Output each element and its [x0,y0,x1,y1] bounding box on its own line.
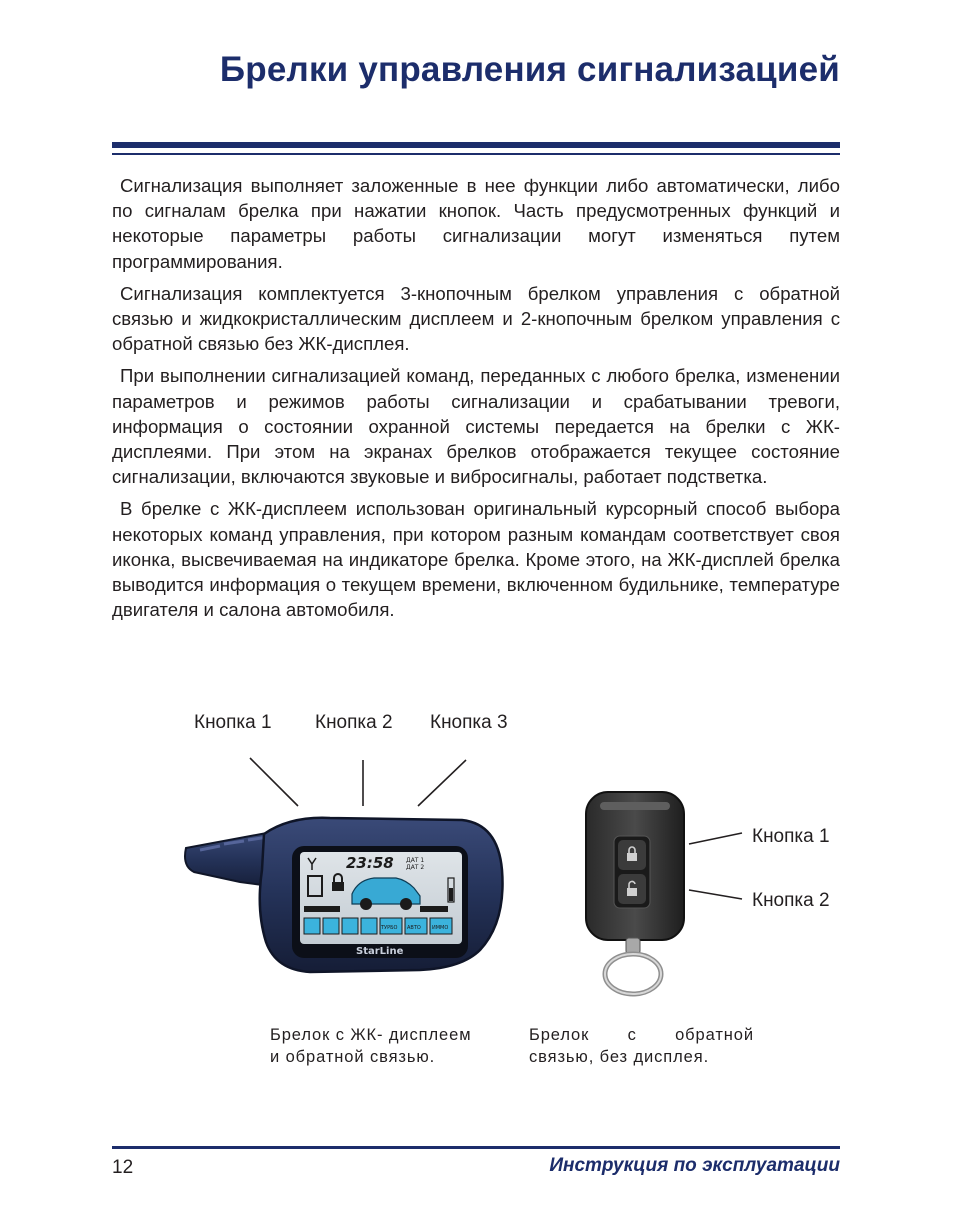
page-number: 12 [112,1157,134,1178]
lcd-dat1: ДАТ 1 [406,857,425,864]
simple-key-fob [580,788,690,1003]
lock-icon [332,882,344,891]
lcd-fob-button-2-label: Кнопка 2 [315,712,393,733]
lcd-auto-label: АВТО [407,925,421,931]
lcd-key-fob [180,810,510,990]
lcd-menu-icon [304,918,320,934]
simple-fob-button-1-label: Кнопка 1 [752,826,830,847]
simple-fob-caption-line1: Брелок с обратной [529,1026,754,1044]
lcd-time: 23:58 [346,854,394,872]
lcd-fob-caption [270,1024,495,1068]
simple-fob-button-2-label: Кнопка 2 [752,890,830,911]
paragraph: В брелке с ЖК-дисплеем использован оригинальный курсорный способ выбора некоторых команд управления, при котором разным командам соответствует своя иконка, высвечиваемая на индикаторе брелка. Кроме этого, на ЖК-дисплей брелка выводится информация о текущем времени, включенном будильнике, температуре двигателя и салона автомобиля. [112,498,840,621]
lcd-fob-button-1-label: Кнопка 1 [194,712,272,733]
simple-fob-caption-line2: связью, без дисплея. [529,1048,710,1066]
simple-fob-caption [529,1024,754,1068]
footer-rule [112,1146,840,1149]
lcd-turbo-label: ТУРБО [381,925,398,931]
unlock-icon [627,888,637,896]
lcd-fob-caption-line1: Брелок с ЖК- дисплеем [270,1026,472,1044]
lock-icon [627,853,637,861]
brand-logo: StarLine [356,946,404,957]
lcd-fob-button-3-label: Кнопка 3 [430,712,508,733]
lcd-immo-label: ИММО [432,925,449,931]
footer-doc-title: Инструкция по эксплуатации [549,1155,840,1176]
paragraph: При выполнении сигнализацией команд, переданных с любого брелка, изменении параметров и режимов работы сигнализации и срабатывании тревоги, информация о состоянии охранной системы передается на брелки с ЖК-дисплеями. При этом на экранах брелков отображается текущее состояние сигнализации, включаются звуковые и вибросигналы, работает подстветка. [112,365,840,488]
lcd-dat2: ДАТ 2 [406,864,425,871]
paragraph: Сигнализация комплектуется 3-кнопочным брелком управления с обратной связью и жидкокристаллическим дисплеем и 2-кнопочным брелком управления с обратной связью без ЖК-дисплея. [112,282,840,355]
page-title: Брелки управления сигнализацией [219,50,840,89]
lcd-fob-caption-line2: и обратной связью. [270,1048,436,1066]
paragraph: Сигнализация выполняет заложенные в нее функции либо автоматически, либо по сигналам брелка при нажатии кнопок. Часть предусмотренных функций и некоторые параметры работы сигнализации могут изменяться путем программирования. [112,175,840,272]
